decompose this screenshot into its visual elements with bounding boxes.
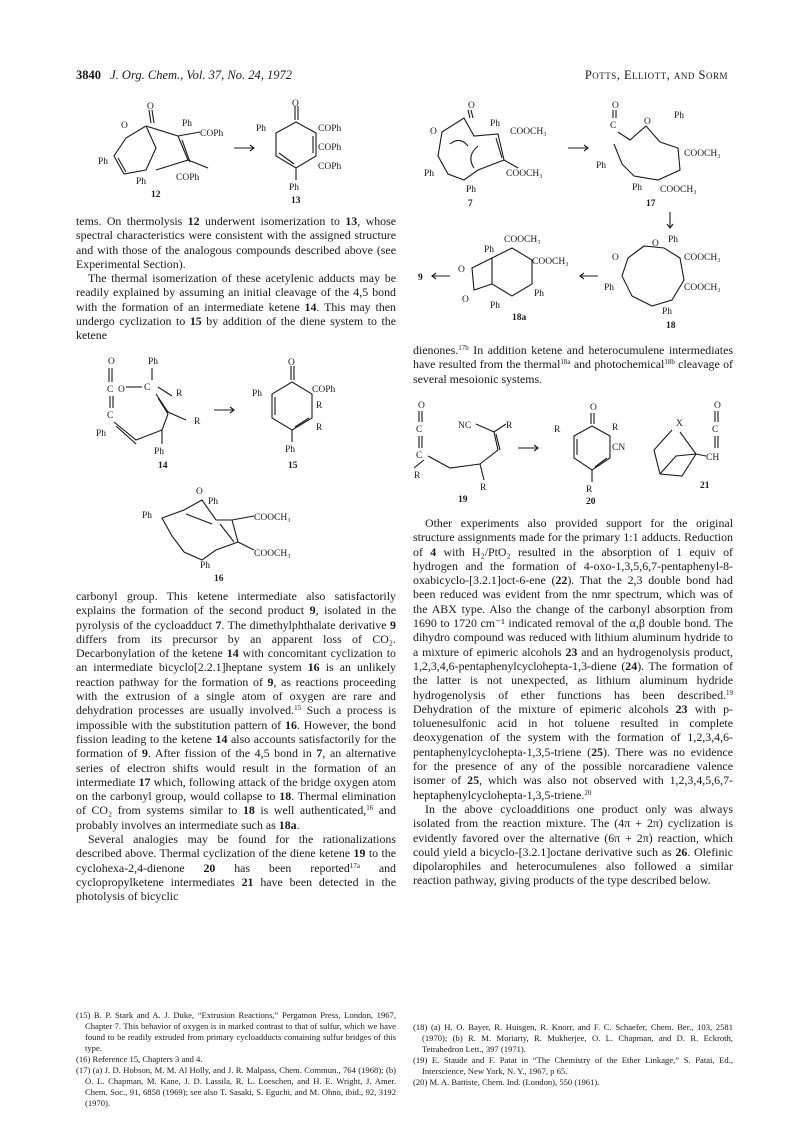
scheme-12-to-13 <box>96 98 356 208</box>
compound-18: 18 <box>666 321 676 331</box>
ph-label: Ph <box>632 183 643 193</box>
paragraph: Other experiments also provided support for the original structure assignments made for the primary 1:1 adducts. Reduction of 4 with H₂/PtO₂ resulted in the absorption of 1 equiv of hydrogen and the formation of 4-oxo-1,3,5,6,7-pentaphenyl-8-oxabicyclo-[3.2.1]oct-6-ene (22). That the 2,3 double bond had been reduced was evident from the nmr spectrum, which was of the ABX type. Also the change of the carbonyl absorption from 1690 to 1720 cm⁻¹ indicated removal of the α,β double bond. The dihydro compound was reduced with lithium aluminum hydride to a mixture of epimeric alcohols 23 and an hydrogenolysis product, 1,2,3,4,6-pentaphenylcyclohepta-1,3-diene (24). The formation of the latter is not unexpected, as lithium aluminum hydride hydrogenolysis of ether functions has been described.$^{19}$ Dehydration of the mixture of epimeric alcohols 23 with p-toluenesulfonic acid in hot toluene resulted in complete deoxygenation of the system with the formation of 1,2,3,4,6-pentaphenylcyclohepta-1,3,5-triene (25). There was no evidence for the presence of any of the possible norcaradiene valence isomer of 25, which was also not observed with 1,2,3,4,5,6,7-heptaphenylcyclohepta-1,3,5-triene.$^{20}$ <box>413 516 734 802</box>
compound-14: 14 <box>158 461 168 471</box>
o-label: O <box>147 102 154 112</box>
footnote: (20) M. A. Battiste, Chem. Ind. (London), 550 (1961). <box>413 1077 600 1087</box>
ph-label: Ph <box>424 169 435 179</box>
ph-label: Ph <box>596 161 607 171</box>
coph-label: COPh <box>200 129 224 139</box>
coph-label: COPh <box>318 143 342 153</box>
paragraph: In the above cycloadditions one product only was always isolated from the reaction mixture. The (4π + 2π) cyclization is evidently favored over the alternative (6π + 2π) reaction, which could yield a bicyclo-[3.2.1]octane derivative such as 26. Olefinic dipolarophiles and heterocumulenes also followed a similar reaction pathway, giving products of the type described below. <box>413 801 733 888</box>
ph-label: Ph <box>136 177 147 187</box>
compound-20: 20 <box>586 497 596 506</box>
left-column-bottom <box>76 589 396 904</box>
right-column-top <box>413 343 733 386</box>
cooch3-label: COOCH₃ <box>506 169 543 179</box>
compound-12: 12 <box>151 190 161 200</box>
x-label: X <box>676 419 683 429</box>
paragraph: carbonyl group. This ketene intermediate also satisfactorily explains the formation of the second product 9, isolated in the pyrolysis of the cycloadduct 7. The dimethylphthalate derivative 9 differs from its precursor by an apparent loss of CO₂. Decarbonylation of the ketene 14 with concomitant cyclization to an intermediate bicyclo[2.2.1]heptane system 16 is an unlikely reaction pathway for the formation of 9, as reactions proceeding with the extrusion of a single atom of oxygen are rare and dehydration processes are usually involved.$^{15}$ Such a process is impossible with the substitution pattern of 16. However, the bond fission leading to the ketene 14 also accounts satisfactorily for the formation of 9. After fission of the 4,5 bond in 7, an alternative series of electron shifts would result in the formation of an intermediate 17 which, following attack of the bridge oxygen atom on the carbonyl group, would collapse to 18. Thermal elimination of CO₂ from systems similar to 18 is well authenticated,$^{16}$ and probably involves an intermediate such as 18a. <box>76 589 397 832</box>
footnote: (16) Reference 15, Chapters 3 and 4. <box>76 1054 203 1064</box>
o-label: O <box>714 401 721 411</box>
c-label: C <box>144 383 151 393</box>
cooch3-label: COOCH₃ <box>254 513 291 523</box>
r-label: R <box>612 423 619 433</box>
left-column-top <box>76 214 396 343</box>
nc-label: NC <box>458 421 472 431</box>
compound-15: 15 <box>288 461 298 471</box>
ph-label: Ph <box>200 561 211 571</box>
compound-21: 21 <box>700 481 710 491</box>
paragraph: Several analogies may be found for the rationalizations described above. Thermal cyclization of the diene ketene 19 to the cyclohexa-2,4-dienone 20 has been reported$^{17a}$ and cyclopropylketene intermediates 21 have been detected in the photolysis of bicyclic <box>76 832 396 904</box>
ph-label: Ph <box>668 235 679 245</box>
r-label: R <box>316 423 323 433</box>
ph-label: Ph <box>285 445 296 455</box>
ph-label: Ph <box>662 307 673 317</box>
coph-label: COPh <box>318 162 342 172</box>
cooch3-label: COOCH₃ <box>504 235 541 245</box>
compound-18a: 18a <box>512 313 527 323</box>
ph-label: Ph <box>256 124 267 134</box>
o-label: O <box>612 101 619 111</box>
o-label: O <box>468 101 475 111</box>
cooch3-label: COOCH₃ <box>684 283 721 293</box>
o-label: O <box>288 358 295 368</box>
header-authors: Potts, Elliott, and Sorm <box>584 68 728 82</box>
o-label: O <box>458 265 465 275</box>
ph-label: Ph <box>98 157 109 167</box>
c-label: C <box>416 451 423 461</box>
r-label: R <box>586 485 593 495</box>
c-label: C <box>610 121 617 131</box>
cn-label: CN <box>612 443 626 453</box>
cooch3-label: COOCH₃ <box>532 257 569 267</box>
cooch3-label: COOCH₃ <box>684 149 721 159</box>
compound-13: 13 <box>291 196 301 206</box>
ph-label: Ph <box>490 301 501 311</box>
scheme-19-20-21 <box>414 394 734 506</box>
coph-label: COPh <box>318 124 342 134</box>
r-label: R <box>480 483 487 493</box>
ph-label: Ph <box>148 357 159 367</box>
ph-label: Ph <box>484 245 495 255</box>
ph-label: Ph <box>182 119 193 129</box>
r-label: R <box>194 417 201 427</box>
r-label: R <box>316 401 323 411</box>
running-header <box>76 68 728 86</box>
structure-16 <box>142 480 342 585</box>
compound-17: 17 <box>646 199 656 209</box>
footnote: (15) B. P. Stark and A. J. Duke, “Extrusion Reactions,” Pergamon Press, London, 1967, Chapter 7. This behavior of oxygen is in marked contrast to that of sulfur, which we have found to be readily extruded from primary cycloadducts containing sulfur bridges of this type. <box>76 1010 396 1053</box>
c-label: C <box>416 425 423 435</box>
o-label: O <box>612 253 619 263</box>
compound-19: 19 <box>458 495 468 505</box>
compound-7: 7 <box>468 199 473 209</box>
ph-label: Ph <box>208 497 219 507</box>
ph-label: Ph <box>289 183 300 193</box>
ph-label: Ph <box>466 185 477 195</box>
footnote: (17) (a) J. D. Hobson, M. M. Al Holly, and J. R. Malpass, Chem. Commun., 764 (1968); (b) O. L. Chapman, M. Kane, J. D. Lassila, R. L. Loeschen, and H. E. Wright, J. Amer. Chem. Soc., 91, 6858 (1969); see also T. Sasaki, S. Eguchi, and M. Ohno, ibid., 92, 3192 (1970). <box>76 1065 396 1108</box>
footnotes-left <box>76 1010 396 1109</box>
cooch3-label: COOCH₃ <box>254 549 291 559</box>
footnote: (18) (a) H. O. Bayer, R. Huisgen, R. Knorr, and F. C. Schaefer, Chem. Ber., 103, 2581 (1970); (b) R. M. Moriarty, R. Mukherjee, O. L. Chapman, and D. R. Eckroth, Tetrahedron Lett., 397 (1971). <box>413 1022 733 1054</box>
c-label: C <box>107 385 114 395</box>
r-label: R <box>554 425 561 435</box>
r-label: R <box>176 389 183 399</box>
c-label: C <box>712 425 719 435</box>
ph-label: Ph <box>142 511 153 521</box>
o-label: O <box>644 117 651 127</box>
c-label: C <box>107 411 114 421</box>
o-label: O <box>292 99 299 109</box>
compound-9: 9 <box>418 273 423 283</box>
coph-label: COPh <box>312 385 336 395</box>
cooch3-label: COOCH₃ <box>510 127 547 137</box>
journal-citation: J. Org. Chem., Vol. 37, No. 24, 1972 <box>110 68 292 82</box>
scheme-14-to-15 <box>96 352 366 472</box>
ph-label: Ph <box>154 447 165 457</box>
footnote: (19) E. Staude and F. Patat in “The Chemistry of the Ether Linkage,” S. Patai, Ed., Interscience, New York, N. Y., 1967, p 65. <box>413 1055 733 1076</box>
r-label: R <box>414 471 421 481</box>
paragraph: dienones.$^{17b}$ In addition ketene and heterocumulene intermediates have resulted from the thermal$^{18a}$ and photochemical$^{18b}$ cleavage of several mesoionic systems. <box>413 343 733 386</box>
o-label: O <box>590 403 597 413</box>
ph-label: Ph <box>96 429 107 439</box>
ph-label: Ph <box>674 111 685 121</box>
ph-label: Ph <box>490 119 501 129</box>
right-column-bottom <box>413 516 733 888</box>
ch-label: CH <box>706 453 720 463</box>
footnotes-right <box>413 1022 733 1088</box>
scheme-7-to-9 <box>408 96 730 334</box>
o-label: O <box>108 357 115 367</box>
r-label: R <box>506 421 513 431</box>
o-label: O <box>121 121 128 131</box>
o-label: O <box>196 487 203 497</box>
o-label: O <box>118 385 125 395</box>
paragraph: tems. On thermolysis 12 underwent isomerization to 13, whose spectral characteristics were consistent with the assigned structure and with those of the analogous compounds described above (see Experimental Section). <box>76 214 396 271</box>
ph-label: Ph <box>252 389 263 399</box>
o-label: O <box>652 239 659 249</box>
ph-label: Ph <box>604 283 615 293</box>
compound-16: 16 <box>214 574 224 584</box>
coph-label: COPh <box>176 173 200 183</box>
paragraph: The thermal isomerization of these acetylenic adducts may be readily explained by assuming an initial cleavage of the 4,5 bond with the formation of an intermediate ketene 14. This may then undergo cyclization to 15 by addition of the diene system to the ketene <box>76 271 396 343</box>
cooch3-label: COOCH₃ <box>684 253 721 263</box>
o-label: O <box>430 127 437 137</box>
cooch3-label: COOCH₃ <box>660 185 697 195</box>
ph-label: Ph <box>534 289 545 299</box>
page-number: 3840 <box>76 68 101 82</box>
o-label: O <box>462 295 469 305</box>
o-label: O <box>418 401 425 411</box>
